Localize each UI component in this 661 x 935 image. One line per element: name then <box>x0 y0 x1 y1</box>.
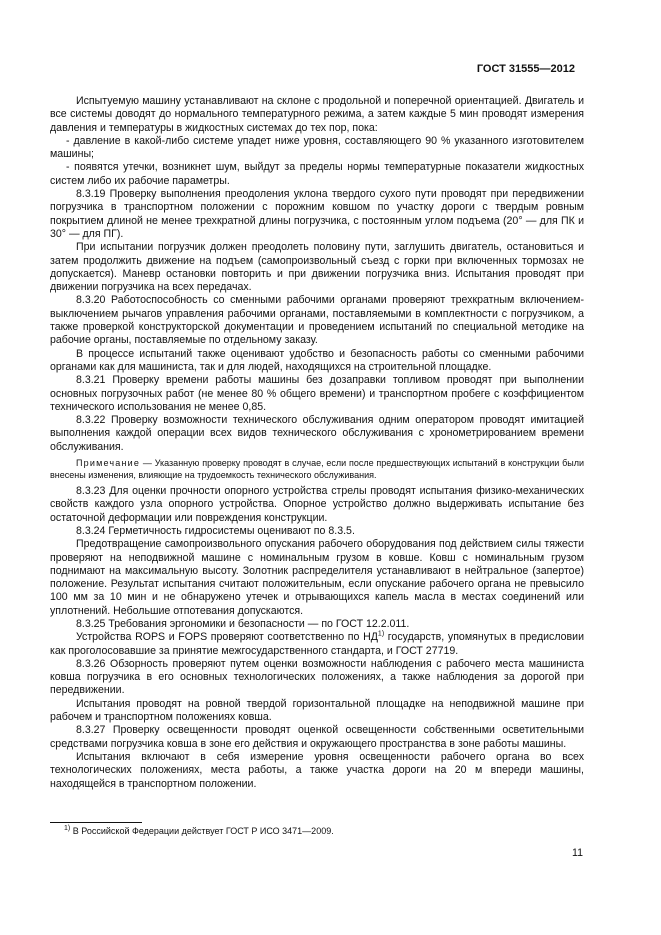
rops-text: Устройства ROPS и FOPS проверяют соответственно по НД <box>76 631 378 644</box>
paragraph-8-3-25: 8.3.25 Требования эргономики и безопасности — по ГОСТ 12.2.011. <box>76 617 410 630</box>
paragraph: Предотвращение самопроизвольного опускания рабочего оборудования под действием силы тяжести проверяют на неподвижной машине с номинальным грузом в ковше. Ковш с номинальным грузом поднимают на максимальную высоту. Золотник распределителя устанавливают в нейтральное (запертое) положение. Результат испытания считают положительным, если опускание рабочего органа не превысило 100 мм за 10 мин и не обнаружено утечек и отрывающихся капель масла в местах соединений или уплотнений. Небольшие отпотевания допускаются. <box>50 538 584 617</box>
paragraph: Испытуемую машину устанавливают на склоне с продольной и поперечной ориентацией. Двигатель и все системы доводят до нормального температурного режима, а затем каждые 5 мин проводят измерения давления и температуры в жидкостных системах до тех пор, пока: <box>50 95 584 134</box>
paragraph: Испытания проводят на ровной твердой горизонтальной площадке на неподвижной машине при рабочем и транспортном положениях ковша. <box>50 697 584 724</box>
paragraph-8-3-22: 8.3.22 Проверку возможности технического обслуживания одним оператором проводят имитацией выполнения каждой операции всех видов технического обслуживания с хронометрированием времени обслуживания. <box>50 414 584 453</box>
note-label: Примечание <box>76 458 141 469</box>
footnote <box>64 826 334 837</box>
footnote-divider <box>50 822 142 823</box>
page-number: 11 <box>572 847 583 859</box>
note-text: — Указанную проверку проводят в случае, если после предшествующих испытаний в конструкции были внесены изменения, влияющие на трудоемкость технического обслуживания. <box>50 458 584 480</box>
paragraph: При испытании погрузчик должен преодолеть половину пути, заглушить двигатель, остановиться и затем продолжить движение на подъем (самопроизвольный съезд с горки при включенных тормозах не допускается). Маневр остановки повторить и при движении погрузчика вниз. Испытания проводят при движении погрузчика на всех передачах. <box>50 241 584 294</box>
list-item: - давление в какой-либо системе упадет ниже уровня, составляющего 90 % указанного изготовителем машины; <box>50 134 584 161</box>
footnote-text: В Российской Федерации действует ГОСТ Р ИСО 3471—2009. <box>70 826 334 836</box>
document-body <box>50 95 584 791</box>
footnote-ref: 1) <box>377 630 385 638</box>
list-item: - появятся утечки, возникнет шум, выйдут за пределы нормы температурные показатели жидкостных систем либо их рабочие параметры. <box>50 161 584 187</box>
paragraph: В процессе испытаний также оценивают удобство и безопасность работы со сменными рабочими органами как для машиниста, так и для людей, находящихся на строительной площадке. <box>50 347 584 373</box>
footnote-mark: 1) <box>64 825 71 832</box>
paragraph: Испытания включают в себя измерение уровня освещенности рабочего органа во всех технологических положениях, места работы, а также участка дороги на 20 м впереди машины, находящейся в транспортном положении. <box>50 750 584 790</box>
rops-text-cont: государств, упомянутых в предисловии как проголосовавшие за принятие межгосударственного стандарта, и ГОСТ 27719. <box>50 631 585 657</box>
paragraph-8-3-27: 8.3.27 Проверку освещенности проводят оценкой освещенности собственными осветительными средствами погрузчика ковша в зоне его действия и окружающего пространства в зоне работы машины. <box>50 724 584 750</box>
paragraph-8-3-24: 8.3.24 Герметичность гидросистемы оценивают по 8.3.5. <box>76 524 355 537</box>
paragraph-8-3-19: 8.3.19 Проверку выполнения преодоления уклона твердого сухого пути проводят при передвижении погрузчика в транспортном положении с порожним ковшом по участку дороги с твердым ровным покрытием длиной не менее трехкратной длины погрузчика, с постоянным углом подъема (20° — для ПК и 30° — для ПГ). <box>50 188 584 240</box>
paragraph-8-3-26: 8.3.26 Обзорность проверяют путем оценки возможности наблюдения с рабочего места машиниста ковша погрузчика в его основных технологических положениях, а также наблюдения за дорогой при передвижении. <box>50 657 584 697</box>
paragraph-8-3-21: 8.3.21 Проверку времени работы машины без дозаправки топливом проводят при выполнении основных погрузочных работ (не менее 80 % общего времени) и транспортном пробеге с коэффициентом технического использования не менее 0,85. <box>50 374 584 413</box>
note <box>50 458 584 481</box>
document-number: ГОСТ 31555—2012 <box>476 63 575 75</box>
paragraph-8-3-23: 8.3.23 Для оценки прочности опорного устройства стрелы проводят испытания физико-механических свойств каждого узла опорного устройства. Опорное устройство должно выдерживать испытание без остаточной деформации или повреждения конструкции. <box>50 485 584 524</box>
paragraph-rops-fops <box>50 631 584 658</box>
paragraph-8-3-20: 8.3.20 Работоспособность со сменными рабочими органами проверяют трехкратным включением-выключением рычагов управления рабочими органами, поставляемыми в комплектности с погрузчиком, а также проверкой конструкторской документации и проведением испытаний по специальной методике на рабочие органы, поставляемые по отдельному заказу. <box>50 294 584 347</box>
